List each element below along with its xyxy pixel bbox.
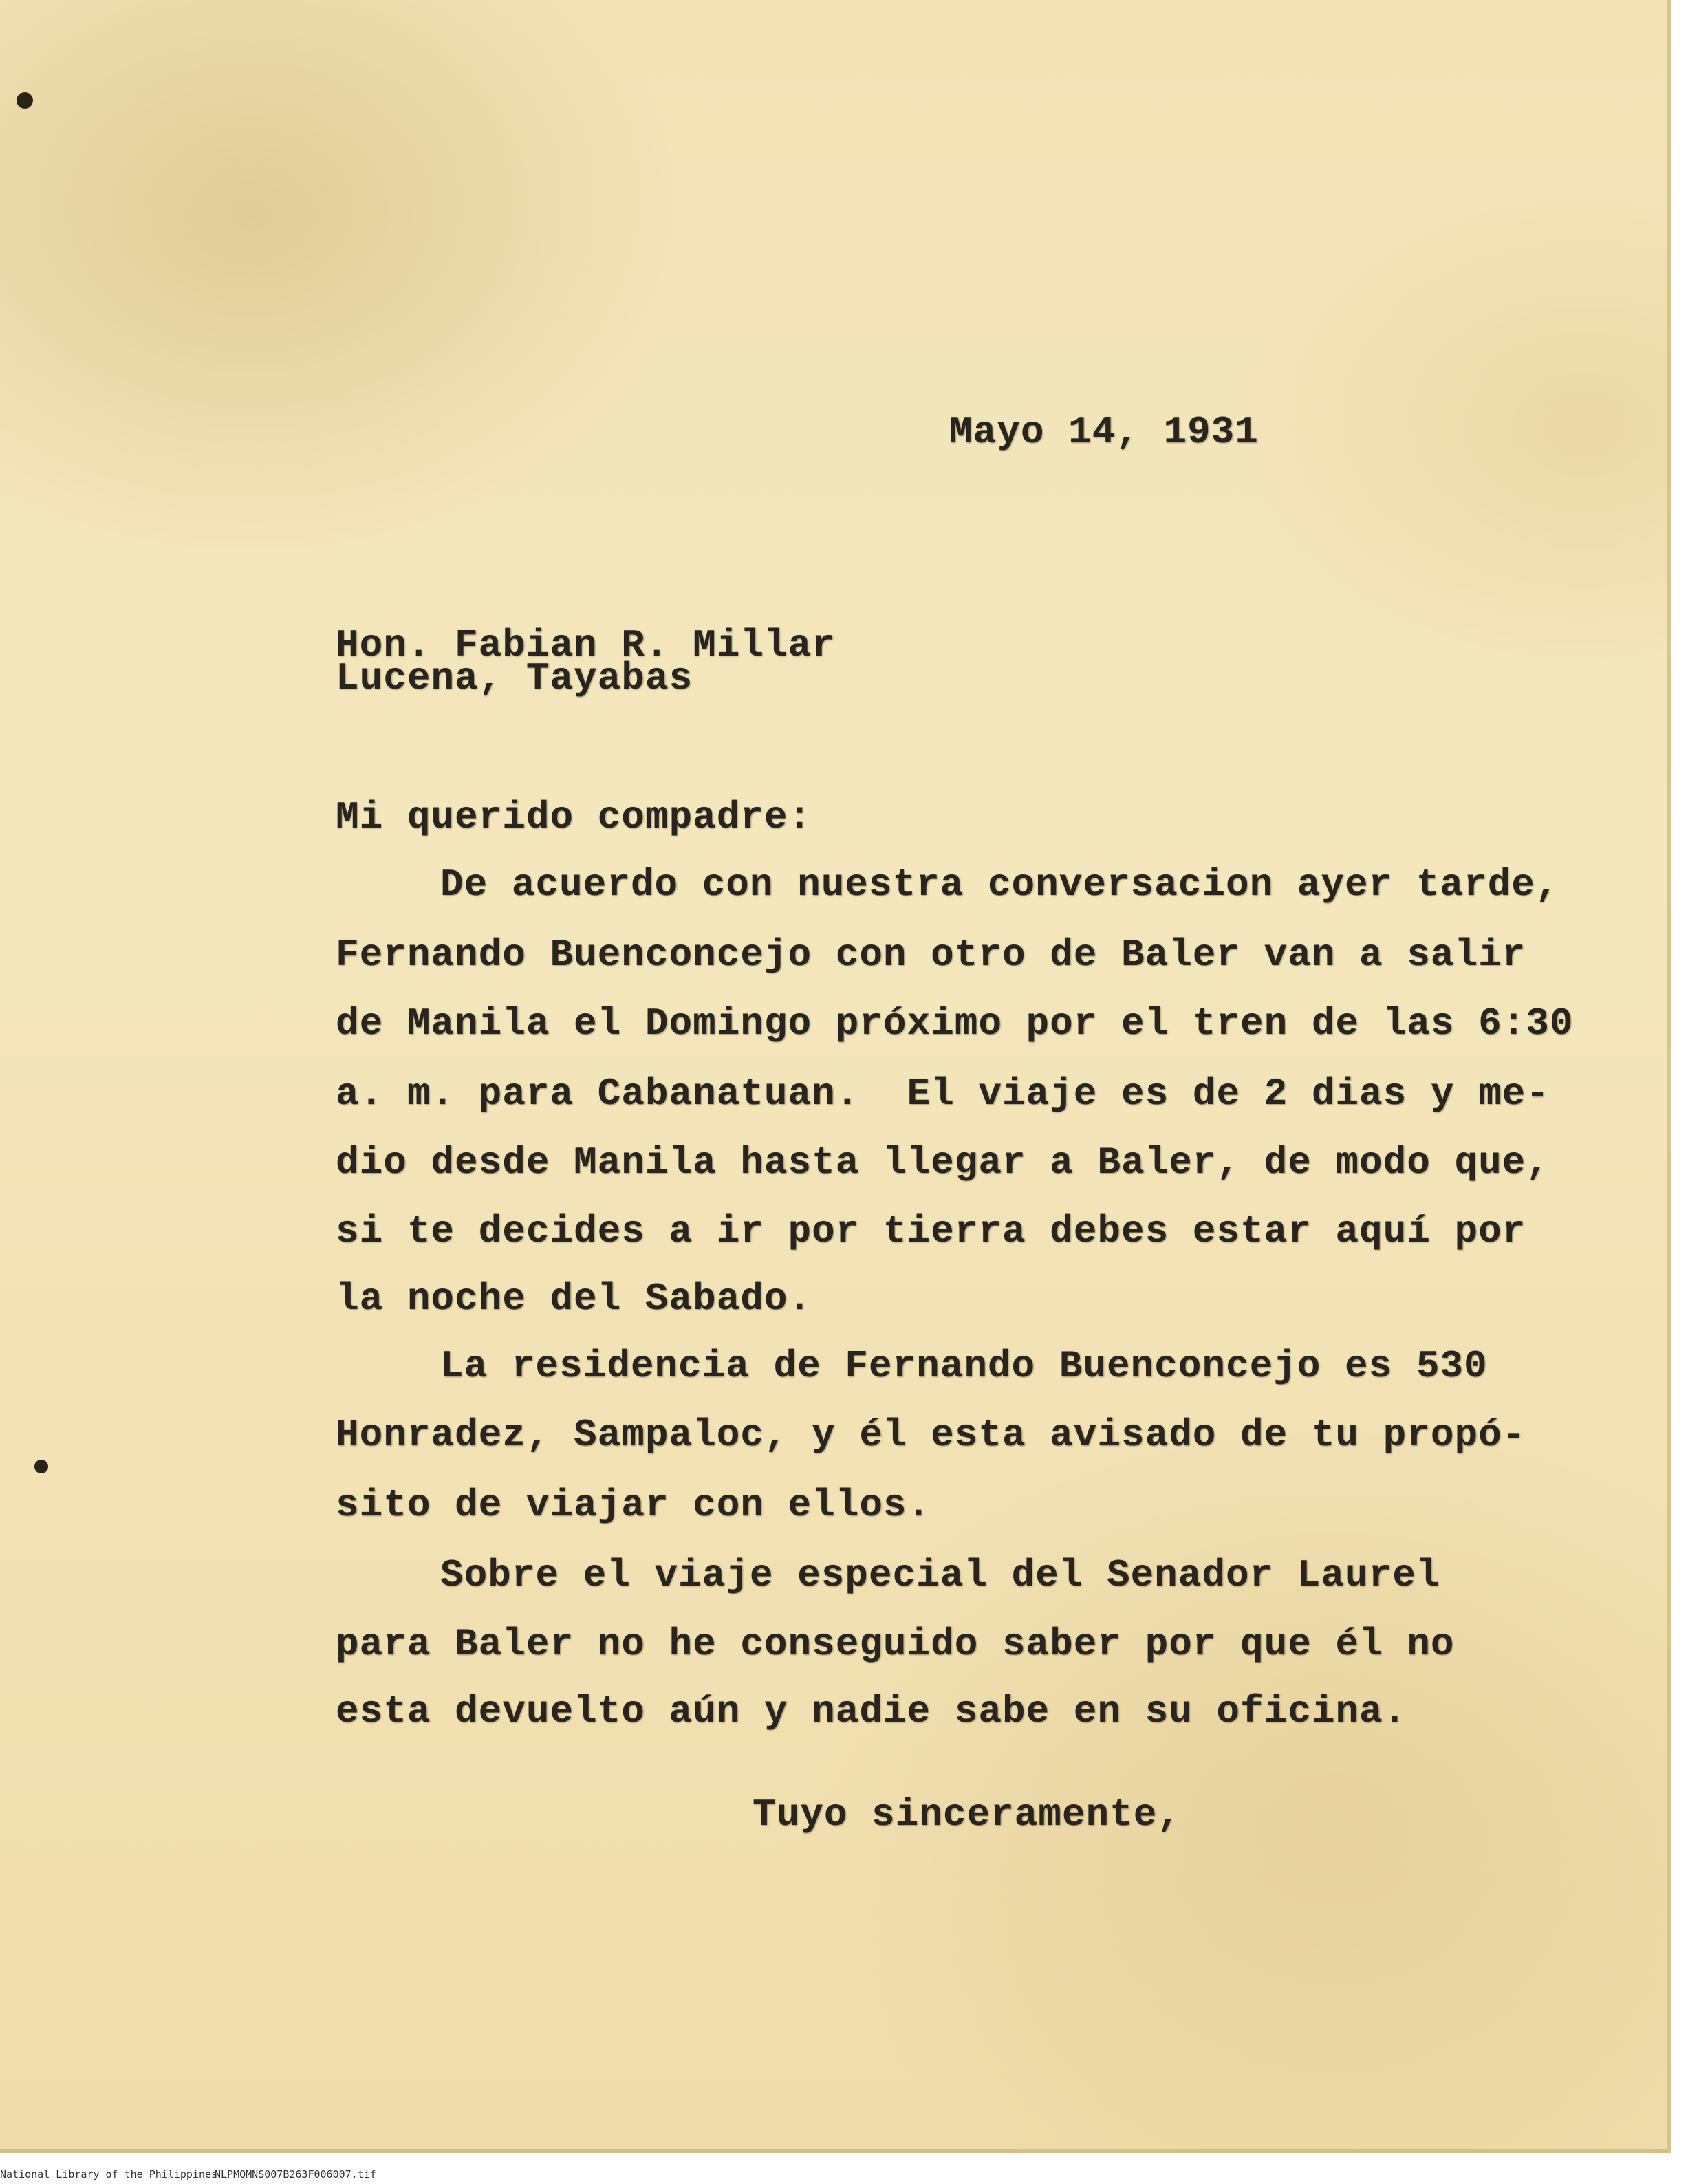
body-line: Honradez, Sampaloc, y él esta avisado de tu propó- bbox=[336, 1413, 1526, 1457]
body-line: Fernando Buenconcejo con otro de Baler van a salir bbox=[336, 933, 1526, 977]
body-line: de Manila el Domingo próximo por el tren de las 6:30 bbox=[336, 1002, 1574, 1046]
body-line: Sobre el viaje especial del Senador Laurel bbox=[440, 1553, 1440, 1597]
punch-hole bbox=[17, 92, 33, 109]
body-line: La residencia de Fernando Buenconcejo es 530 bbox=[440, 1344, 1488, 1388]
body-line: la noche del Sabado. bbox=[336, 1277, 812, 1321]
body-line: si te decides a ir por tierra debes estar aquí por bbox=[336, 1209, 1526, 1253]
scan-footer bbox=[0, 2160, 1688, 2184]
body-line: De acuerdo con nuestra conversacion ayer tarde, bbox=[440, 863, 1559, 907]
body-line: dio desde Manila hasta llegar a Baler, de modo que, bbox=[336, 1140, 1550, 1185]
footer-file-id: NLPMQMNS007B263F006007.tif bbox=[215, 2168, 376, 2181]
salutation: Mi querido compadre: bbox=[336, 795, 812, 839]
recipient-location: Lucena, Tayabas bbox=[336, 656, 693, 700]
body-line: a. m. para Cabanatuan. El viaje es de 2 dias y me- bbox=[336, 1072, 1550, 1116]
punch-hole bbox=[34, 1460, 48, 1473]
closing: Tuyo sinceramente, bbox=[753, 1793, 1181, 1837]
body-line: para Baler no he conseguido saber por que él no bbox=[336, 1622, 1455, 1666]
recipient-name: Hon. Fabian R. Millar bbox=[336, 623, 836, 667]
body-line: sito de viajar con ellos. bbox=[336, 1483, 931, 1527]
footer-institution: National Library of the Philippines bbox=[0, 2168, 218, 2181]
body-line: esta devuelto aún y nadie sabe en su oficina. bbox=[336, 1689, 1407, 1733]
letter-date: Mayo 14, 1931 bbox=[949, 410, 1259, 454]
